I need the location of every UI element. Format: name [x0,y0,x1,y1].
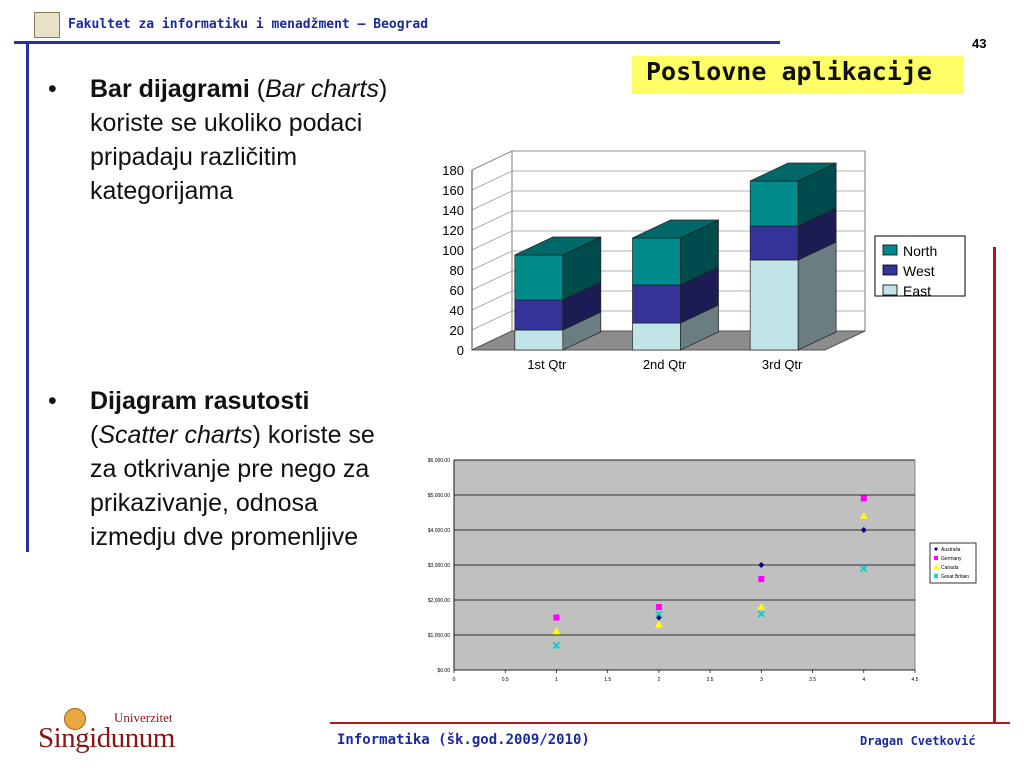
scatter-point [934,556,938,560]
bar-chart-x-tick-label: 2nd Qtr [642,357,687,372]
bar-chart-y-tick-label: 120 [442,223,464,238]
scatter-y-tick-label: $3,000.00 [427,563,450,569]
bullet-paren: ( [249,75,266,103]
bar-chart-legend-label: West [903,263,935,279]
bullet-rest: koriste se za otkrivanje pre nego za prikazivanje, odnosa izmedju dve promenljive [90,421,375,551]
bullet-bold: Bar dijagrami [90,75,250,103]
bar-chart-x-tick-label: 1st Qtr [527,357,567,372]
bullet-paren: ( [90,421,99,449]
scatter-legend-label: Australia [941,547,961,553]
bar-chart-legend-label: East [903,283,932,299]
logo-university-label: Univerzitet [114,710,173,725]
scatter-y-tick-label: $0.00 [437,668,450,674]
bullet-rest: koriste se ukoliko podaci pripadaju različitim kategorijama [90,109,363,205]
scatter-y-tick-label: $6,000.00 [427,458,450,464]
scatter-y-tick-label: $2,000.00 [427,598,450,604]
header-title: Fakultet za informatiku i menadžment – Beograd [68,17,429,32]
scatter-x-tick-label: 4.5 [911,677,919,683]
scatter-x-tick-label: 3 [759,677,763,683]
page-number: 43 [972,36,987,51]
bar-chart-y-tick-label: 160 [442,183,464,198]
scatter-x-tick-label: 0 [452,677,456,683]
bullet-bold: Dijagram rasutosti [90,387,310,415]
scatter-y-tick-label: $5,000.00 [427,493,450,499]
scatter-x-tick-label: 1 [555,677,558,683]
scatter-y-tick-label: $4,000.00 [427,528,450,534]
bar-chart-legend-label: North [903,243,938,259]
scatter-x-tick-label: 2.5 [706,677,714,683]
bar-chart-y-tick-label: 100 [442,243,464,258]
scatter-x-tick-label: 1.5 [604,677,612,683]
bullet-dot: • [48,75,57,103]
scatter-y-tick-label: $1,000.00 [427,633,450,639]
bar-chart-y-tick-label: 0 [456,343,464,358]
bullet-paren: ) [379,75,388,103]
bar-chart-y-tick-label: 60 [449,283,464,298]
logo-name: Singidunum [38,722,175,754]
scatter-point [553,615,559,621]
scatter-x-tick-label: 3.5 [809,677,817,683]
footer-course: Informatika (šk.god.2009/2010) [337,732,590,748]
bullet-dot: • [48,387,57,415]
university-logo [38,708,178,758]
scatter-x-tick-label: 0.5 [501,677,509,683]
scatter-point [656,604,662,610]
section-banner-text: Poslovne aplikacije [646,57,932,86]
bullet-italic: Bar charts [265,75,379,103]
scatter-point [861,496,867,502]
scatter-legend-label: Germany [941,556,962,562]
bar-chart-y-tick-label: 140 [442,203,464,218]
bar-chart-y-tick-label: 40 [449,303,464,318]
scatter-x-tick-label: 2 [657,677,661,683]
scatter-point [758,576,764,582]
bar-chart-y-tick-label: 180 [442,163,464,178]
bar-chart-x-tick-label: 3rd Qtr [761,357,803,372]
bullet-italic: Scatter charts [98,421,253,449]
bar-chart-y-tick-label: 80 [449,263,464,278]
footer-author: Dragan Cvetković [860,734,976,748]
scatter-legend-label: Canada [941,565,959,571]
scatter-x-tick-label: 4 [862,677,866,683]
bar-chart-y-tick-label: 20 [449,323,464,338]
scatter-legend-label: Great Britain [941,574,970,580]
bullet-paren: ) [252,421,261,449]
